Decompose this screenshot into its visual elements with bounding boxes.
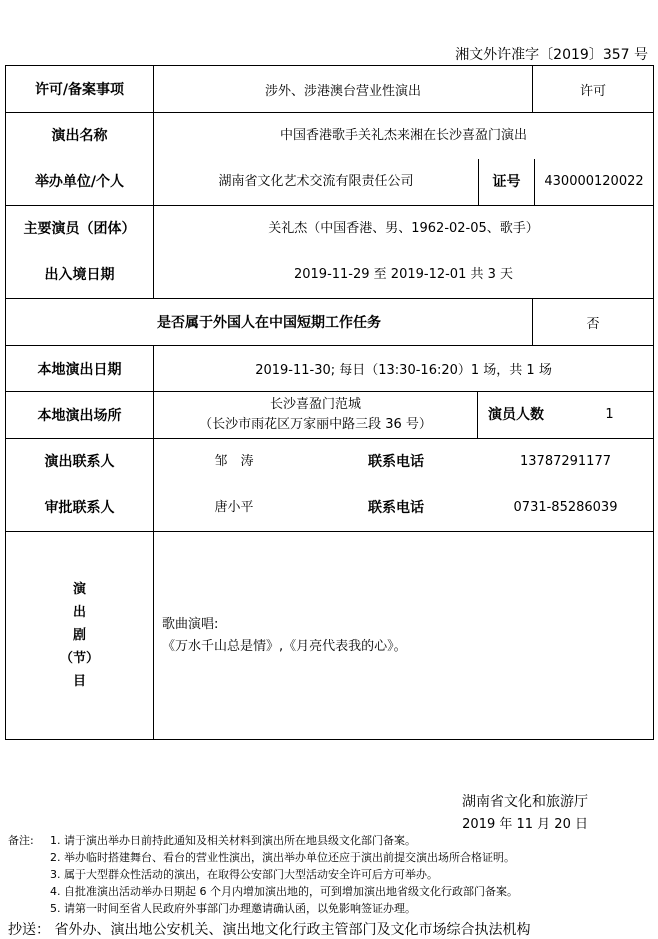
document-number: 湘文外许准字〔2019〕357 号 [455,47,648,63]
show-contact-label: 演出联系人 [44,454,115,470]
row-performers-dates [6,206,654,299]
note-item: 4. 自批准演出活动举办日期起 6 个月内增加演出地的，可到增加演出地省级文化行政部门备案。 [50,885,518,898]
performers-label: 主要演员（团体） [23,221,136,237]
show-contact-phone-label: 联系电话 [368,454,424,470]
issue-date: 2019 年 11 月 20 日 [462,817,588,832]
row-venue [6,392,654,439]
issuer: 湖南省文化和旅游厅 [462,794,588,810]
venue-name: 长沙喜盈门范城 [269,397,361,412]
permit-label: 许可/备案事项 [6,66,154,113]
entry-exit-label: 出入境日期 [44,267,115,283]
row-foreign-work [6,299,654,346]
permit-form-table [5,65,654,740]
note-item: 5. 请第一时间至省人民政府外事部门办理邀请确认函，以免影响签证办理。 [50,902,416,915]
venue-label: 本地演出场所 [6,392,154,439]
program-label-char: 演 [72,582,86,597]
row-local-date [6,346,654,392]
permit-value: 涉外、涉港澳台营业性演出 [154,66,533,113]
show-organizer-labels [6,113,154,206]
row-permit [6,66,654,113]
local-date-value: 2019-11-30; 每日（13:30-16:20）1 场，共 1 场 [154,346,654,392]
show-name: 中国香港歌手关礼杰来湘在长沙喜盈门演出 [280,128,528,143]
note-item: 1. 请于演出举办日前持此通知及相关材料到演出所在地县级文化部门备案。 [50,834,416,847]
program-label [6,532,154,740]
row-program [6,532,654,740]
program-songs: 《万水千山总是情》,《月亮代表我的心》。 [162,638,407,654]
note-item: 3. 属于大型群众性活动的演出，在取得公安部门大型活动安全许可后方可举办。 [50,868,438,881]
program-label-char: 目 [72,674,86,689]
show-organizer-values [154,113,654,206]
performer-count-cell [478,392,654,439]
venue-address: （长沙市雨花区万家丽中路三段 36 号） [199,417,432,432]
organizer-label: 举办单位/个人 [34,174,125,190]
program-content [154,532,654,740]
performers-dates-values [154,206,654,299]
local-date-label: 本地演出日期 [6,346,154,392]
program-label-char: 出 [72,605,86,620]
show-label: 演出名称 [51,128,108,144]
approval-contact-name: 唐小平 [214,500,254,515]
approval-contact-label: 审批联系人 [44,500,115,516]
row-contacts [6,439,654,532]
show-contact-name: 邹 涛 [214,454,254,469]
entry-exit-value: 2019-11-29 至 2019-12-01 共 3 天 [293,267,514,282]
approval-contact-phone-label: 联系电话 [368,500,424,516]
organizer-name: 湖南省文化艺术交流有限责任公司 [218,174,414,189]
note-item: 2. 举办临时搭建舞台、看台的营业性演出，演出举办单位还应于演出前提交演出场所合格证明。 [50,851,515,864]
permit-result: 许可 [533,66,654,113]
performer-count: 1 [605,407,614,422]
contact-values [154,439,654,532]
foreign-work-label: 是否属于外国人在中国短期工作任务 [6,299,533,346]
approval-contact-phone: 0731-85286039 [513,500,618,515]
cc-recipients: 抄送： 省外办、演出地公安机关、演出地文化行政主管部门及文化市场综合执法机构 [8,922,531,938]
venue-value [154,392,478,439]
foreign-work-value: 否 [533,299,654,346]
row-show-organizer [6,113,654,206]
contact-labels [6,439,154,532]
performers-value: 关礼杰（中国香港、男、1962-02-05、歌手） [268,221,539,236]
performer-count-label: 演员人数 [488,407,544,423]
performers-dates-labels [6,206,154,299]
cert-number: 430000120022 [544,174,644,189]
notes-heading: 备注: [8,834,34,847]
program-heading: 歌曲演唱: [162,616,219,632]
cert-label: 证号 [478,159,535,205]
program-label-char: 剧 [72,628,86,643]
notes [8,832,518,917]
program-label-char: （节） [59,651,99,666]
show-contact-phone: 13787291177 [520,454,611,469]
